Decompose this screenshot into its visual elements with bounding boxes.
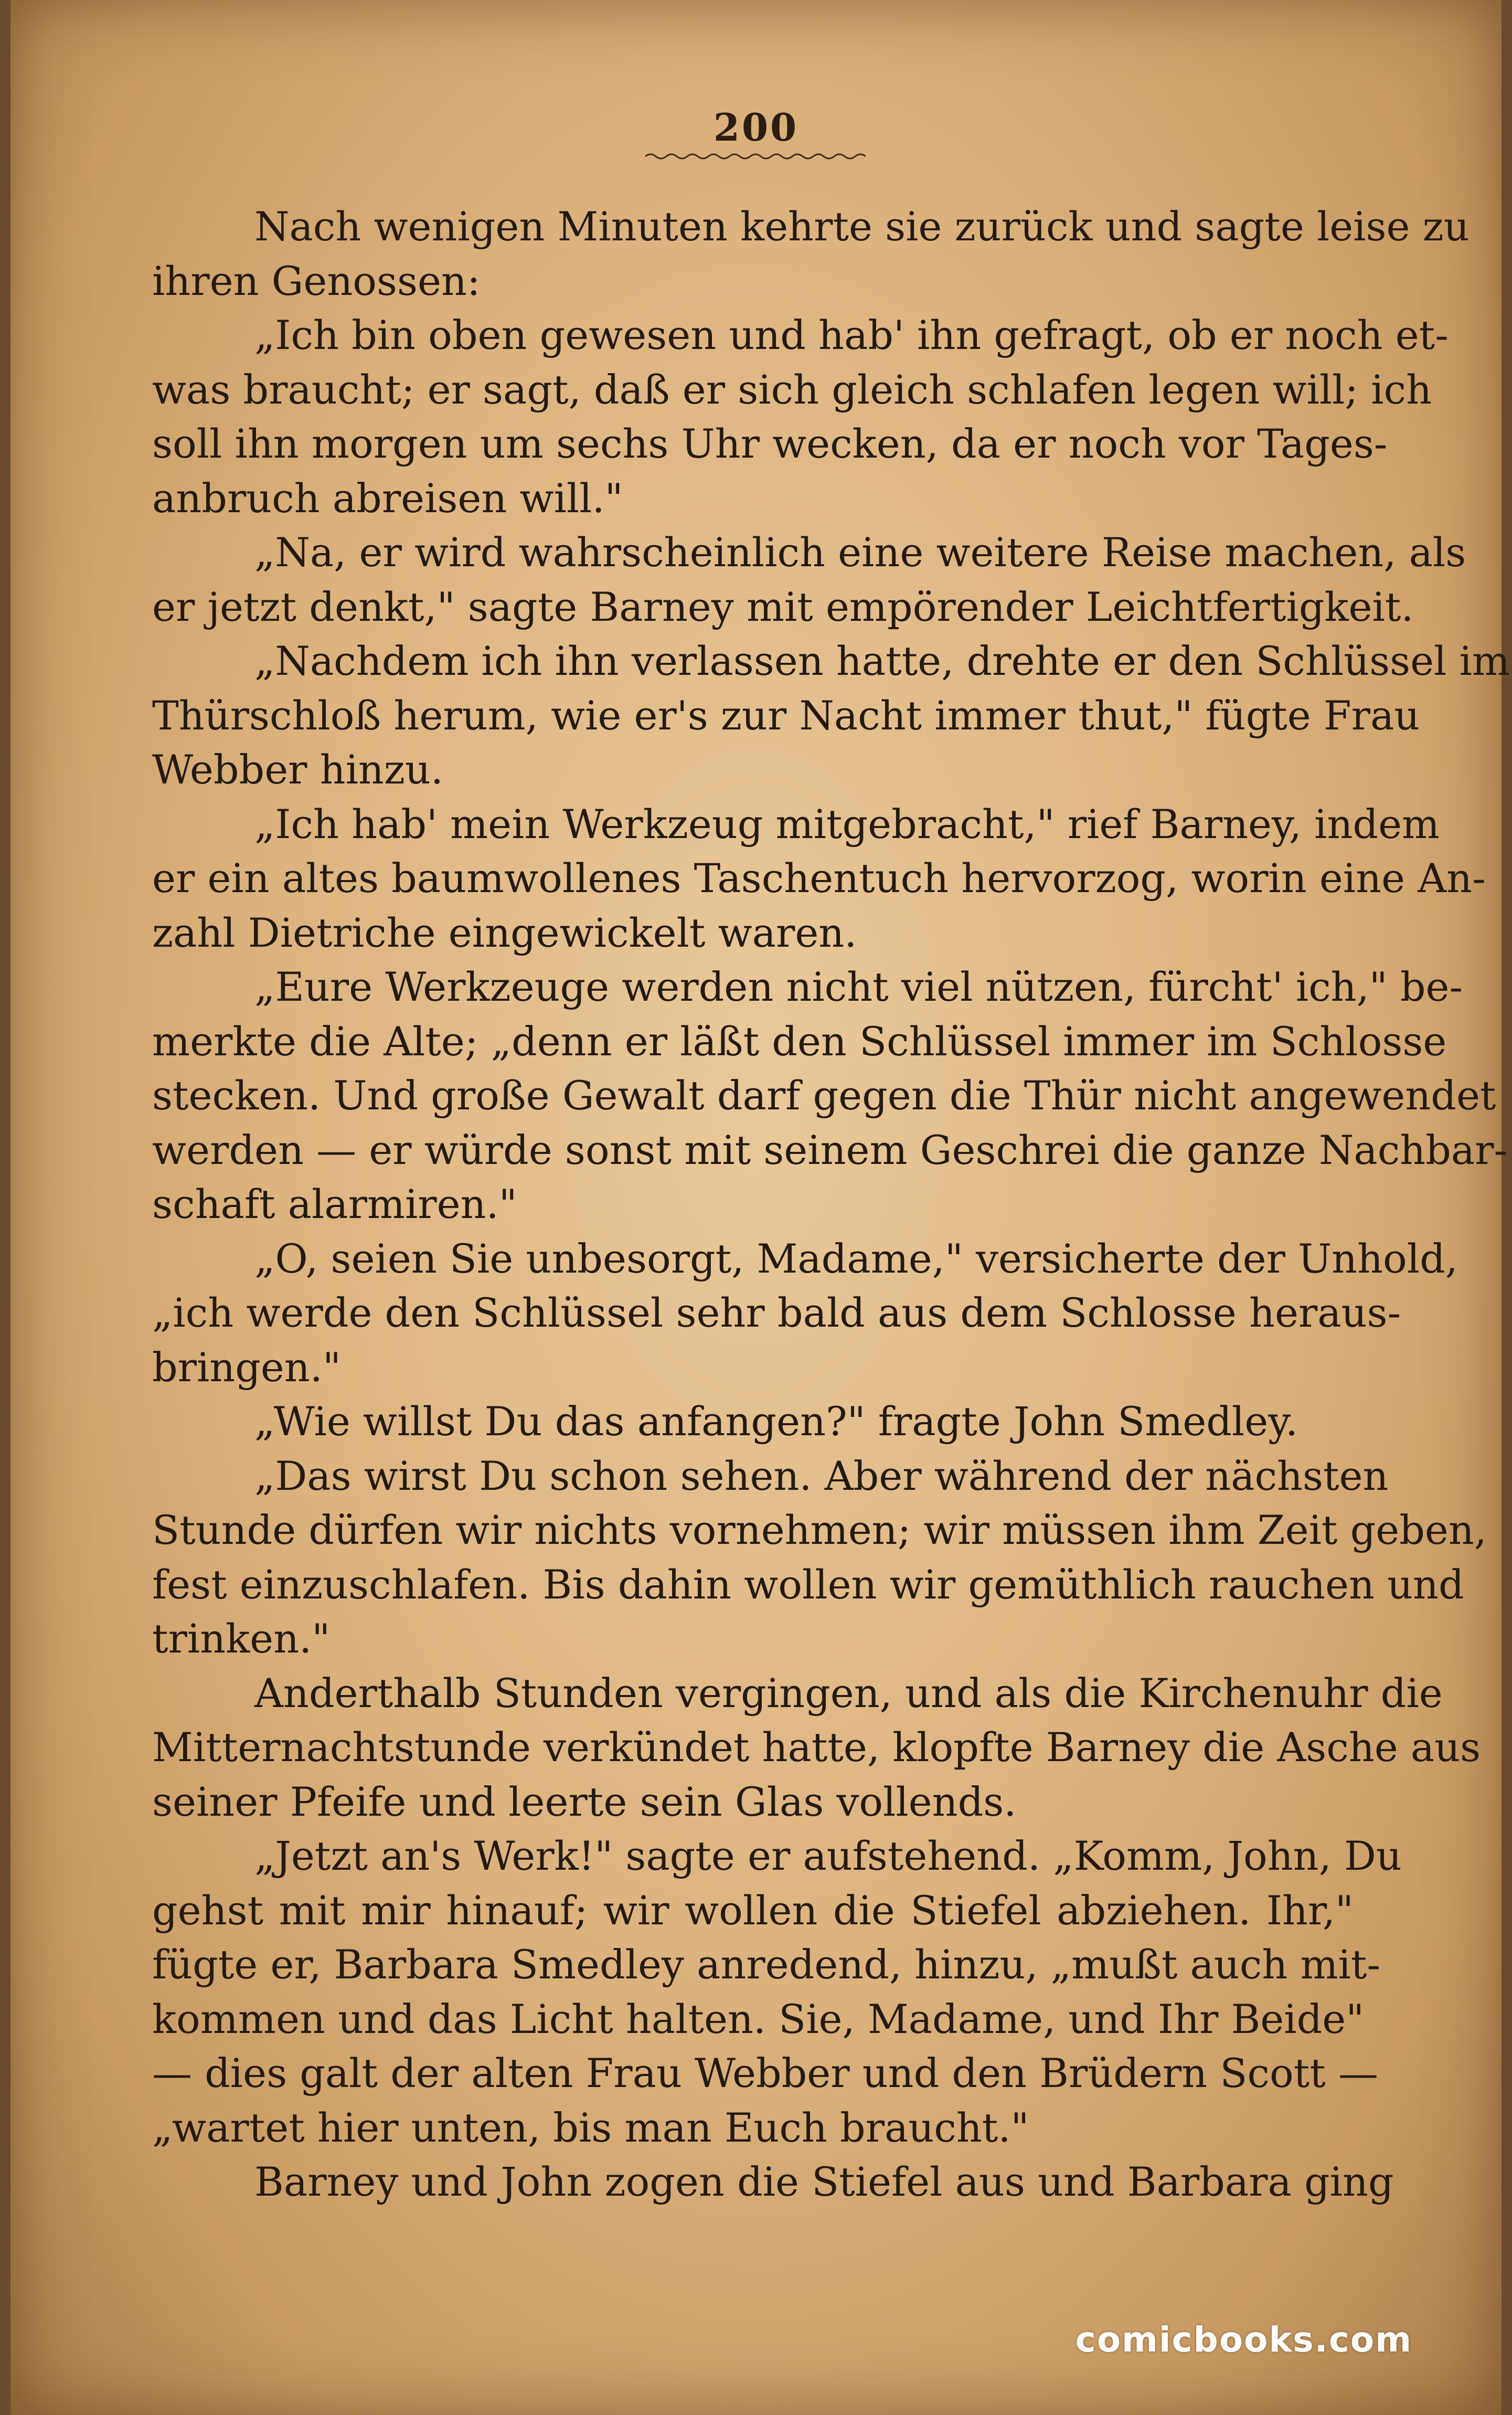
ornament-rule [645,152,866,161]
text-line: „O, seien Sie unbesorgt, Madame," versicherte der Unhold, [254,1235,1458,1282]
text-line: fügte er, Barbara Smedley anredend, hinzu, „mußt auch mit- [152,1941,1381,1988]
text-line: Webber hinzu. [152,746,444,793]
text-line: „ich werde den Schlüssel sehr bald aus dem Schlosse heraus- [152,1289,1401,1336]
text-line: Anderthalb Stunden vergingen, und als die Kirchenuhr die [254,1669,1443,1717]
text-line: Nach wenigen Minuten kehrte sie zurück und sagte leise zu [254,203,1470,250]
text-line: trinken." [152,1615,331,1662]
text-line: anbruch abreisen will." [152,474,623,522]
text-line: „wartet hier unten, bis man Euch braucht." [152,2104,1029,2151]
text-line: Stunde dürfen wir nichts vornehmen; wir müssen ihm Zeit geben, [152,1507,1487,1553]
text-line: er jetzt denkt," sagte Barney mit empörender Leichtfertigkeit. [152,583,1414,630]
text-line: „Das wirst Du schon sehen. Aber während der nächsten [254,1452,1389,1499]
text-line: ihren Genossen: [152,257,481,304]
text-line: Thürschloß herum, wie er's zur Nacht immer thut," fügte Frau [152,692,1420,739]
body-text [152,199,1510,2209]
text-line: er ein altes baumwollenes Taschentuch hervorzog, worin eine An- [152,855,1486,902]
page-number: 200 [713,105,799,150]
text-line: Mitternachtstunde verkündet hatte, klopfte Barney die Asche aus [152,1724,1481,1771]
text-line: „Nachdem ich ihn verlassen hatte, drehte er den Schlüssel im [254,638,1510,684]
text-line: „Ich bin oben gewesen und hab' ihn gefragt, ob er noch et- [254,312,1449,358]
watermark: comicbooks.com [1075,2319,1412,2360]
text-line: merkte die Alte; „denn er läßt den Schlüssel immer im Schlosse [152,1018,1447,1065]
text-line: zahl Dietriche eingewickelt waren. [152,909,857,956]
text-line: bringen." [152,1343,341,1391]
text-line: werden — er würde sonst mit seinem Geschrei die ganze Nachbar- [152,1126,1508,1173]
book-page [10,0,1510,2415]
text-line: „Wie willst Du das anfangen?" fragte John Smedley. [254,1398,1298,1445]
text-line: Barney und John zogen die Stiefel aus und Barbara ging [254,2158,1394,2205]
text-line: gehst mit mir hinauf; wir wollen die Stiefel abziehen. Ihr," [152,1887,1354,1934]
text-line: seiner Pfeife und leerte sein Glas vollends. [152,1778,1017,1825]
text-line: schaft alarmiren." [152,1181,517,1227]
text-line: stecken. Und große Gewalt darf gegen die Thür nicht angewendet [152,1072,1496,1119]
text-line: — dies galt der alten Frau Webber und den Brüdern Scott — [152,2050,1378,2096]
text-line: was braucht; er sagt, daß er sich gleich schlafen legen will; ich [152,366,1432,413]
text-line: „Jetzt an's Werk!" sagte er aufstehend. „Komm, John, Du [254,1833,1402,1879]
text-line: „Ich hab' mein Werkzeug mitgebracht," rief Barney, indem [254,800,1440,848]
text-line: fest einzuschlafen. Bis dahin wollen wir gemüthlich rauchen und [152,1561,1464,1608]
text-line: „Na, er wird wahrscheinlich eine weitere Reise machen, als [254,529,1466,576]
text-line: „Eure Werkzeuge werden nicht viel nützen, fürcht' ich," be- [254,963,1463,1010]
text-line: soll ihn morgen um sechs Uhr wecken, da er noch vor Tages- [152,420,1388,467]
text-line: kommen und das Licht halten. Sie, Madame, und Ihr Beide" [152,1995,1365,2042]
